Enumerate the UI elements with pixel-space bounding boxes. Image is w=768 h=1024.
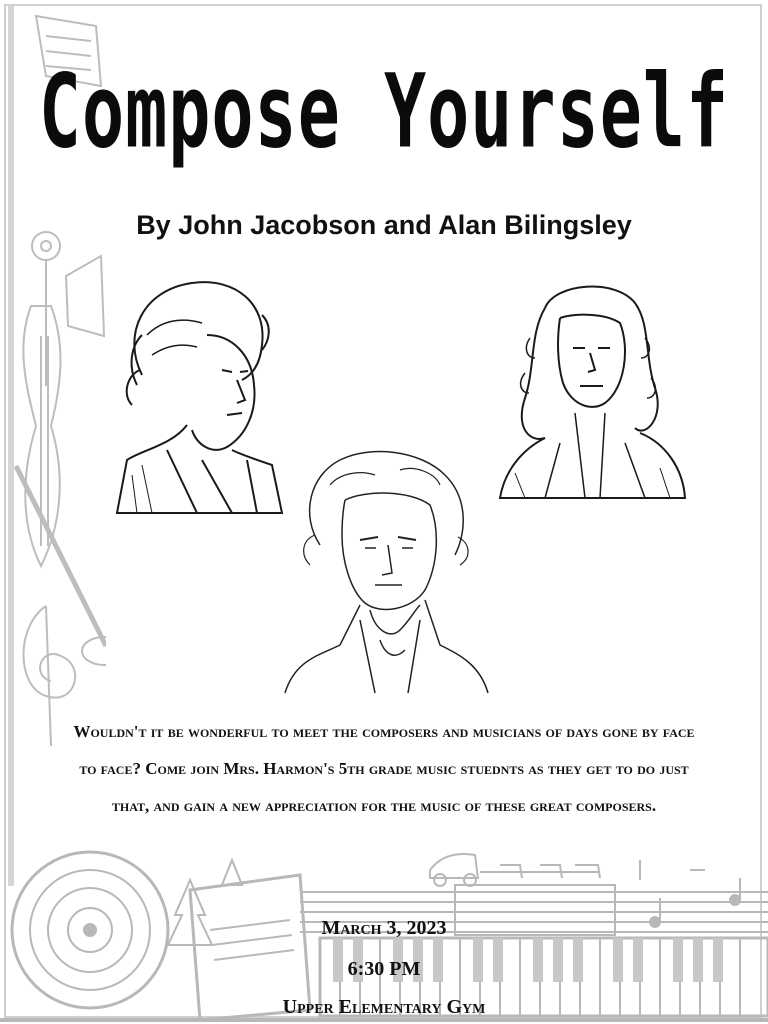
event-location: Upper Elementary Gym [282, 996, 486, 1018]
poster-subtitle: By John Jacobson and Alan Bilingsley [136, 210, 632, 240]
poster-title: Compose Yourself [38, 52, 730, 171]
description-line: to face? Come join Mrs. Harmon's 5th grade music stuednts as they get to do just [79, 759, 689, 778]
portrait-left [112, 275, 287, 515]
portrait-center [280, 445, 490, 695]
description-line: Wouldn't it be wonderful to meet the composers and musicians of days gone by face [73, 722, 695, 741]
event-time: 6:30 PM [347, 958, 421, 980]
event-date: March 3, 2023 [321, 917, 447, 939]
event-description [0, 713, 768, 824]
book-icon [66, 256, 104, 336]
description-line: that, and gain a new appreciation for the music of these great composers. [111, 796, 657, 815]
trumpet-icon [16, 466, 106, 646]
wagon-icon [430, 854, 705, 886]
portrait-right [495, 278, 690, 500]
